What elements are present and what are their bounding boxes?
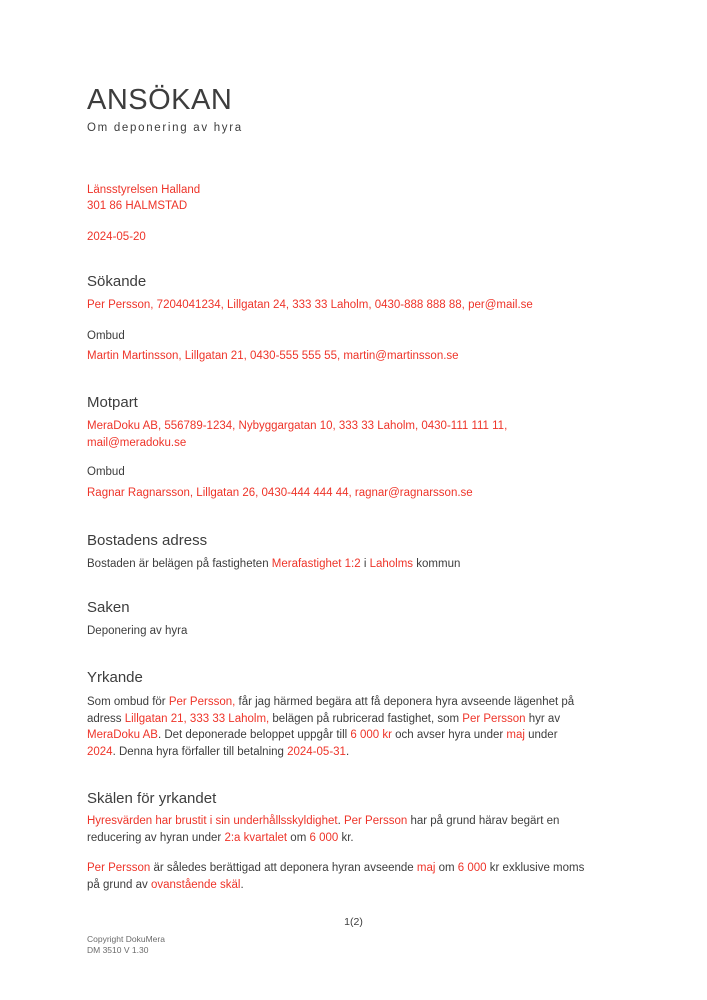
static-text: om: [287, 831, 310, 844]
static-text: får jag härmed begära att få deponera hyra avseende lägenhet på: [235, 696, 575, 708]
field-value: ovanstående skäl: [150, 878, 241, 891]
field-value: 2:a kvartalet: [224, 831, 288, 844]
field-value: Per Persson: [462, 712, 526, 725]
text-line: [87, 813, 559, 830]
text-line: [87, 297, 533, 314]
section-heading-skalen: Skälen för yrkandet: [87, 790, 217, 807]
recipient-postal: 301 86 HALMSTAD: [87, 200, 188, 212]
text-line: [87, 694, 574, 711]
motpart-ombud-details: [87, 485, 473, 502]
field-value: Martin Martinsson, Lillgatan 21, 0430-555 555 55, martin@martinsson.se: [87, 350, 459, 362]
text-line: [87, 435, 507, 452]
static-text: Som ombud för: [87, 696, 169, 708]
static-text: under: [524, 729, 558, 742]
section-heading-yrkande: Yrkande: [87, 669, 143, 686]
recipient-address: [87, 182, 200, 214]
document-title: ANSÖKAN: [87, 84, 233, 116]
document-date: 2024-05-20: [87, 231, 146, 243]
text-line: [87, 830, 559, 847]
version-line: DM 3510 V 1.30: [87, 945, 149, 955]
document-subtitle: Om deponering av hyra: [87, 122, 243, 134]
static-text: har på grund härav begärt en: [407, 815, 560, 827]
static-text: kr.: [338, 831, 354, 844]
field-value: maj: [416, 862, 436, 874]
page-number: 1(2): [344, 916, 363, 928]
field-value: 6 000: [457, 862, 487, 874]
field-value: 6 000: [309, 831, 339, 844]
text-line: [87, 485, 473, 502]
bostaden-body: [87, 556, 460, 573]
static-text: på grund av: [87, 878, 151, 891]
copyright-line: Copyright DokuMera: [87, 934, 165, 944]
text-line: [87, 711, 574, 728]
field-value: maj: [506, 729, 525, 742]
text-line: [87, 744, 574, 761]
static-text: .: [345, 745, 350, 758]
applicant-details: [87, 297, 533, 314]
section-heading-motpart: Motpart: [87, 394, 138, 411]
text-line: [87, 418, 507, 435]
section-heading-saken: Saken: [87, 599, 130, 616]
text-line: [87, 623, 187, 640]
text-line: [87, 877, 584, 894]
static-text: Bostaden är belägen på fastigheten: [87, 558, 272, 570]
static-text: i: [360, 558, 370, 570]
static-text: . Denna hyra förfaller till betalning: [112, 745, 288, 758]
static-text: .: [337, 815, 344, 827]
static-text: Deponering av hyra: [87, 625, 188, 637]
section-heading-bostadens-adress: Bostadens adress: [87, 532, 208, 549]
static-text: reducering av hyran under: [87, 831, 225, 844]
saken-body: [87, 623, 187, 640]
copyright-note: [87, 934, 165, 956]
text-line: [87, 348, 459, 365]
static-text: . Det deponerade beloppet uppgår till: [157, 729, 351, 742]
field-value: 2024: [87, 745, 113, 758]
field-value: Laholms: [369, 558, 414, 570]
static-text: är således berättigad att deponera hyran avseende: [150, 862, 417, 874]
section-heading-sokande: Sökande: [87, 273, 147, 290]
motpart-ombud-label: Ombud: [87, 466, 125, 478]
static-text: kommun: [413, 558, 461, 570]
static-text: kr exklusive moms: [486, 862, 585, 874]
static-text: belägen på rubricerad fastighet, som: [269, 712, 463, 725]
sokande-ombud-label: Ombud: [87, 330, 125, 342]
skalen-paragraph-1: [87, 813, 559, 846]
field-value: 2024-05-31: [287, 745, 346, 758]
motpart-details: [87, 418, 507, 451]
field-value: Per Persson, 7204041234, Lillgatan 24, 333 33 Laholm, 0430-888 888 88, per@mail.se: [87, 299, 533, 311]
field-value: 6 000 kr: [350, 729, 392, 742]
text-line: [87, 860, 584, 877]
field-value: Ragnar Ragnarsson, Lillgatan 26, 0430-444 444 44, ragnar@ragnarsson.se: [87, 487, 473, 499]
static-text: och avser hyra under: [391, 729, 507, 742]
field-value: MeraDoku AB: [87, 729, 158, 742]
field-value: mail@meradoku.se: [87, 436, 187, 449]
yrkande-body: [87, 694, 574, 760]
static-text: om: [435, 862, 458, 874]
static-text: adress: [87, 712, 125, 725]
static-text: hyr av: [525, 712, 561, 725]
field-value: Per Persson: [87, 862, 151, 874]
field-value: Lillgatan 21, 333 33 Laholm,: [124, 712, 270, 725]
recipient-name: Länsstyrelsen Halland: [87, 184, 201, 196]
sokande-ombud-details: [87, 348, 459, 365]
text-line: [87, 556, 460, 573]
field-value: Merafastighet 1:2: [271, 558, 361, 570]
field-value: Hyresvärden har brustit i sin underhållsskyldighet: [87, 815, 338, 827]
static-text: .: [240, 878, 244, 891]
field-value: Per Persson: [343, 815, 408, 827]
skalen-paragraph-2: [87, 860, 584, 893]
text-line: [87, 727, 574, 744]
field-value: Per Persson,: [168, 696, 236, 708]
field-value: MeraDoku AB, 556789-1234, Nybyggargatan 10, 333 33 Laholm, 0430-111 111 11,: [87, 420, 508, 432]
